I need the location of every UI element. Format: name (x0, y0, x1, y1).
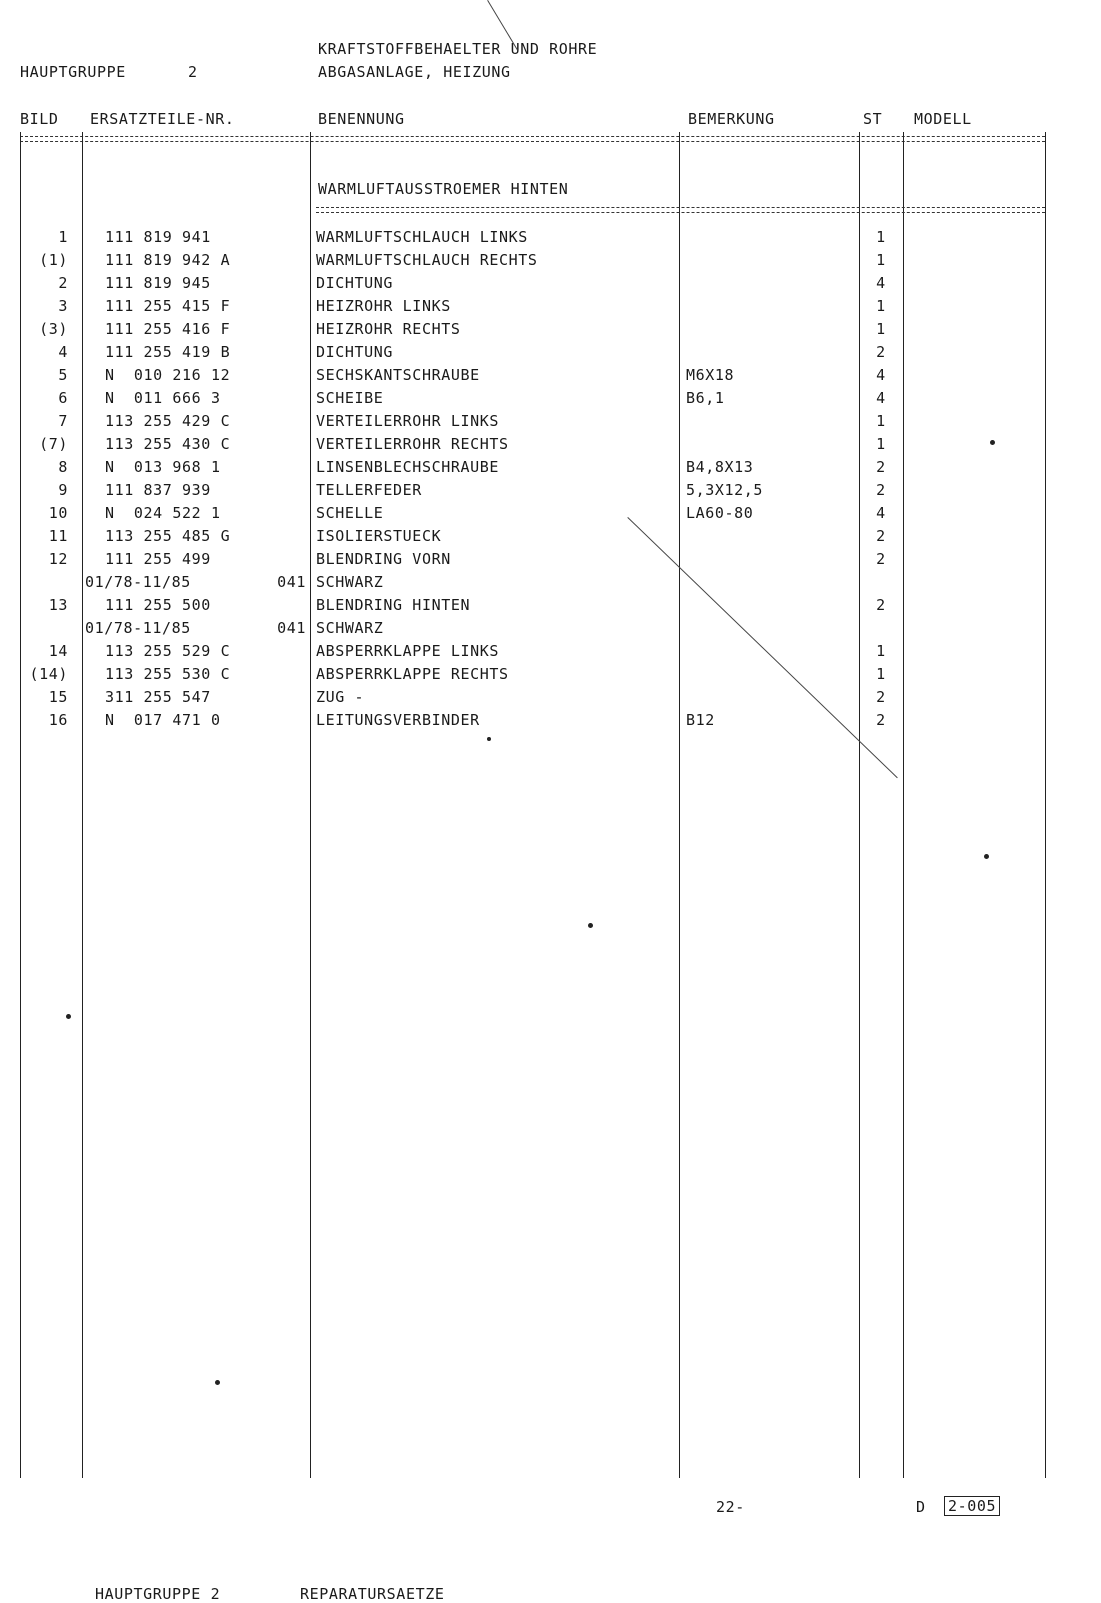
col-header-remark: BEMERKUNG (688, 110, 775, 128)
col-header-model: MODELL (914, 110, 972, 128)
table-row (0, 479, 1101, 502)
cell-qty: 2 (876, 550, 886, 568)
cell-part-number: 111 255 419 B (105, 343, 231, 361)
cell-name: BLENDRING HINTEN (316, 596, 471, 614)
cell-part-number: 111 255 415 F (105, 297, 231, 315)
cell-name: VERTEILERROHR RECHTS (316, 435, 509, 453)
cell-name: LEITUNGSVERBINDER (316, 711, 480, 729)
page-number: 22- (716, 1498, 745, 1516)
cell-part-number: N 013 968 1 (105, 458, 221, 476)
cell-part-number: 113 255 429 C (105, 412, 231, 430)
table-row (0, 318, 1101, 341)
cell-remark: M6X18 (686, 366, 735, 384)
cell-qty: 1 (876, 251, 886, 269)
header-separator (20, 136, 1045, 137)
scan-speck (588, 923, 593, 928)
cell-bild: 5 (58, 366, 68, 384)
cell-part-number: 111 255 500 (105, 596, 211, 614)
cell-name: SCHWARZ (316, 573, 384, 591)
cell-part-number: 111 255 416 F (105, 320, 231, 338)
cell-name: DICHTUNG (316, 274, 394, 292)
cell-name: WARMLUFTSCHLAUCH RECHTS (316, 251, 538, 269)
cell-bild: 6 (58, 389, 68, 407)
cell-bild: 14 (48, 642, 68, 660)
page-code (944, 1496, 1000, 1516)
table-row (0, 341, 1101, 364)
cell-name: TELLERFEDER (316, 481, 422, 499)
cell-bild: 2 (58, 274, 68, 292)
table-row (0, 249, 1101, 272)
cell-bild: 1 (58, 228, 68, 246)
table-row (0, 456, 1101, 479)
cell-qty: 1 (876, 412, 886, 430)
cell-qty: 2 (876, 527, 886, 545)
cell-part-number: 111 837 939 (105, 481, 211, 499)
cell-bild: (7) (39, 435, 68, 453)
cell-bild: 12 (48, 550, 68, 568)
title-line-1: KRAFTSTOFFBEHAELTER UND ROHRE (318, 40, 598, 58)
page-code-box: 2-005 (944, 1496, 1000, 1516)
cell-qty: 4 (876, 274, 886, 292)
cell-part-number: 311 255 547 (105, 688, 211, 706)
cell-remark: LA60-80 (686, 504, 754, 522)
group-number: 2 (188, 63, 198, 81)
table-row (0, 594, 1101, 617)
cell-remark: B12 (686, 711, 715, 729)
cell-name: DICHTUNG (316, 343, 394, 361)
cell-qty: 2 (876, 343, 886, 361)
cell-bild: 4 (58, 343, 68, 361)
cell-colour-code: 041 (277, 573, 306, 591)
group-label: HAUPTGRUPPE (20, 63, 126, 81)
table-row (0, 226, 1101, 249)
cell-name: ABSPERRKLAPPE LINKS (316, 642, 499, 660)
table-row (0, 686, 1101, 709)
section-title: WARMLUFTAUSSTROEMER HINTEN (318, 180, 569, 198)
cell-part-number: N 010 216 12 (105, 366, 231, 384)
cell-qty: 1 (876, 297, 886, 315)
section-separator (316, 207, 1045, 208)
cell-part-number: 113 255 529 C (105, 642, 231, 660)
cell-remark: B6,1 (686, 389, 725, 407)
cell-bild: 11 (48, 527, 68, 545)
cell-part-number: 111 819 945 (105, 274, 211, 292)
cell-bild: 9 (58, 481, 68, 499)
cell-part-number: N 024 522 1 (105, 504, 221, 522)
cell-name: ABSPERRKLAPPE RECHTS (316, 665, 509, 683)
cell-name: WARMLUFTSCHLAUCH LINKS (316, 228, 528, 246)
cell-part-number: 113 255 530 C (105, 665, 231, 683)
cell-name: ISOLIERSTUECK (316, 527, 442, 545)
cell-qty: 2 (876, 688, 886, 706)
header-separator-2 (20, 141, 1045, 142)
col-header-qty: ST (863, 110, 883, 128)
scan-speck (215, 1380, 220, 1385)
table-row (0, 663, 1101, 686)
cell-colour-code: 041 (277, 619, 306, 637)
cell-name: HEIZROHR LINKS (316, 297, 451, 315)
table-row (0, 525, 1101, 548)
table-row (0, 272, 1101, 295)
next-group-label: HAUPTGRUPPE 2 (95, 1585, 221, 1603)
cell-qty: 2 (876, 596, 886, 614)
cell-bild: 15 (48, 688, 68, 706)
table-row (0, 640, 1101, 663)
cell-part-number: N 017 471 0 (105, 711, 221, 729)
cell-qty: 2 (876, 481, 886, 499)
table-row (0, 709, 1101, 732)
cell-name: HEIZROHR RECHTS (316, 320, 461, 338)
cell-remark: 5,3X12,5 (686, 481, 764, 499)
cell-validity: 01/78-11/85 (85, 573, 191, 591)
cell-qty: 4 (876, 504, 886, 522)
scan-speck (487, 737, 491, 741)
cell-bild: (3) (39, 320, 68, 338)
cell-part-number: 111 819 941 (105, 228, 211, 246)
scan-speck (984, 854, 989, 859)
cell-name: SCHELLE (316, 504, 384, 522)
cell-name: SECHSKANTSCHRAUBE (316, 366, 480, 384)
cell-name: SCHEIBE (316, 389, 384, 407)
table-row (0, 617, 1101, 640)
cell-part-number: 113 255 430 C (105, 435, 231, 453)
cell-bild: 13 (48, 596, 68, 614)
cell-part-number: N 011 666 3 (105, 389, 221, 407)
table-row (0, 364, 1101, 387)
cell-remark: B4,8X13 (686, 458, 754, 476)
cell-qty: 1 (876, 320, 886, 338)
table-row (0, 548, 1101, 571)
page-prefix: D (916, 1498, 926, 1516)
col-header-bild: BILD (20, 110, 59, 128)
table-row (0, 433, 1101, 456)
scan-speck (66, 1014, 71, 1019)
cell-part-number: 111 819 942 A (105, 251, 231, 269)
cell-part-number: 113 255 485 G (105, 527, 231, 545)
cell-part-number: 111 255 499 (105, 550, 211, 568)
col-header-name: BENENNUNG (318, 110, 405, 128)
table-row (0, 387, 1101, 410)
cell-qty: 4 (876, 389, 886, 407)
next-group-title: REPARATURSAETZE (300, 1585, 445, 1603)
table-row (0, 410, 1101, 433)
cell-validity: 01/78-11/85 (85, 619, 191, 637)
cell-bild: 10 (48, 504, 68, 522)
cell-name: SCHWARZ (316, 619, 384, 637)
cell-bild: (14) (29, 665, 68, 683)
cell-bild: 16 (48, 711, 68, 729)
cell-bild: 8 (58, 458, 68, 476)
cell-qty: 2 (876, 711, 886, 729)
cell-bild: 7 (58, 412, 68, 430)
section-separator-2 (316, 212, 1045, 213)
table-row (0, 295, 1101, 318)
cell-qty: 1 (876, 642, 886, 660)
cell-name: VERTEILERROHR LINKS (316, 412, 499, 430)
cell-qty: 1 (876, 665, 886, 683)
cell-name: BLENDRING VORN (316, 550, 451, 568)
table-row (0, 502, 1101, 525)
cell-qty: 1 (876, 435, 886, 453)
cell-qty: 1 (876, 228, 886, 246)
cell-qty: 4 (876, 366, 886, 384)
cell-name: LINSENBLECHSCHRAUBE (316, 458, 499, 476)
title-line-2: ABGASANLAGE, HEIZUNG (318, 63, 511, 81)
cell-name: ZUG - (316, 688, 365, 706)
cell-bild: 3 (58, 297, 68, 315)
cell-bild: (1) (39, 251, 68, 269)
cell-qty: 2 (876, 458, 886, 476)
table-row (0, 571, 1101, 594)
scan-speck (990, 440, 995, 445)
col-header-part-number: ERSATZTEILE-NR. (90, 110, 235, 128)
